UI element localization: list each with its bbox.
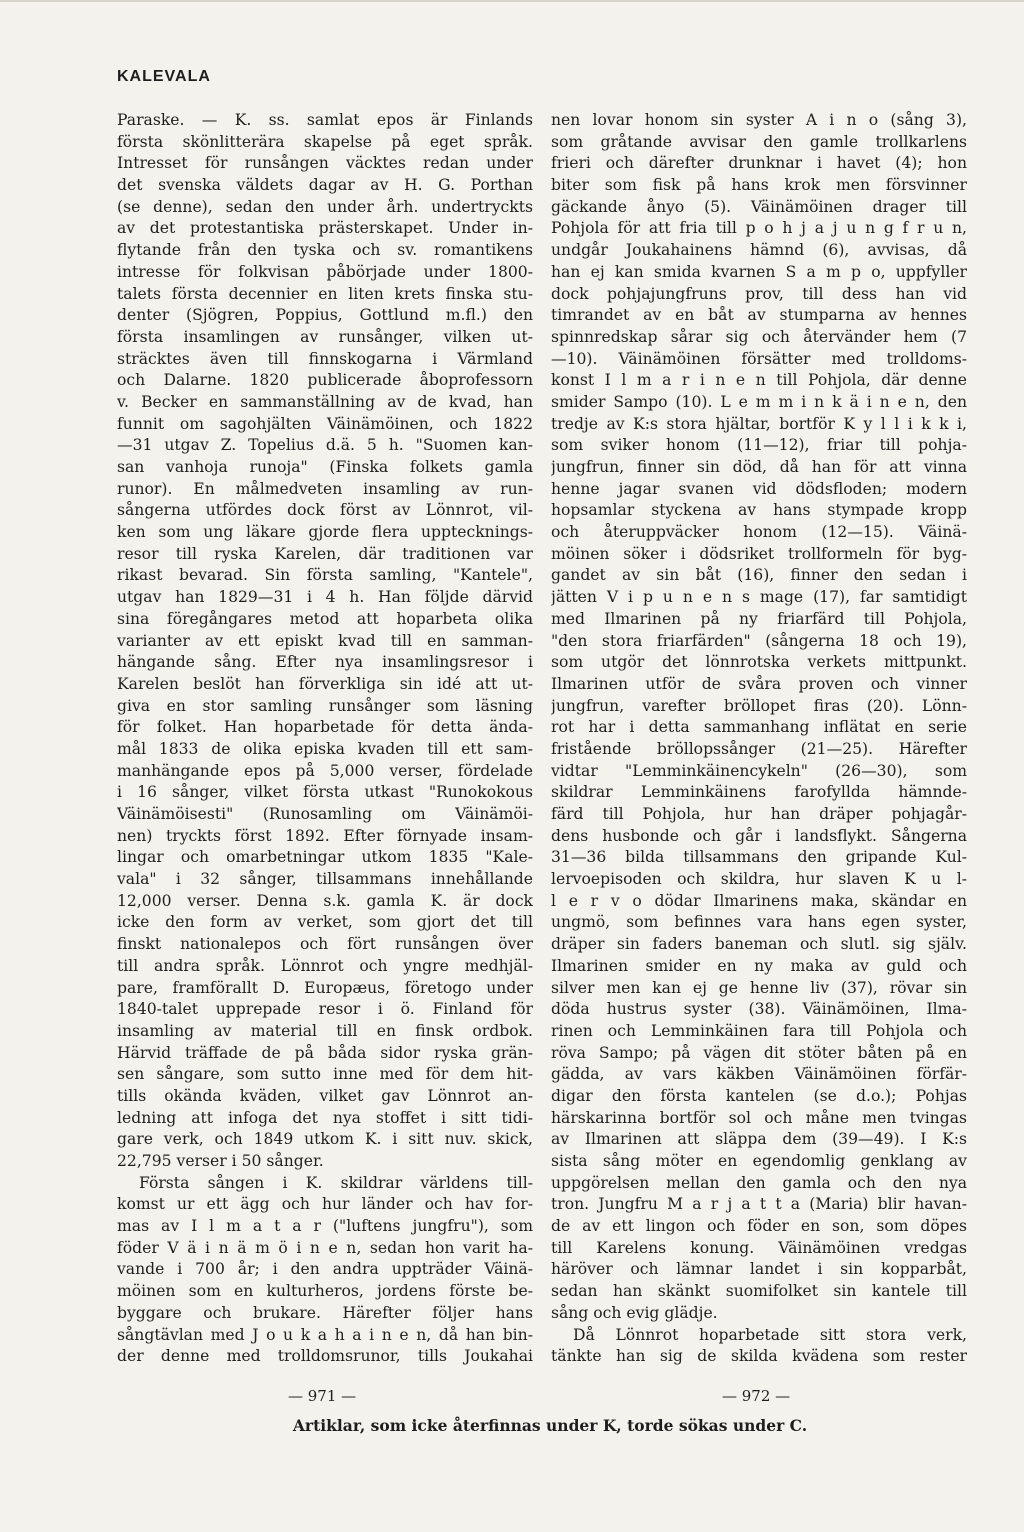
text-line: uppgörelsen mellan den gamla och den nya <box>551 1173 967 1192</box>
text-line: runor). En målmedveten insamling av run- <box>117 479 533 498</box>
text-line: dräper sin faders baneman och slutl. sig själv. <box>551 935 967 954</box>
page-top-edge <box>0 0 1024 2</box>
text-line: sina föregångares metod att hoparbeta olika <box>117 609 533 628</box>
text-line: undgår Joukahainens hämnd (6), avvisas, då <box>551 241 967 260</box>
text-line: vande i 700 år; i den andra uppträder Väinä- <box>117 1260 533 1279</box>
text-line: —31 utgav Z. Topelius d.ä. 5 h. "Suomen kan- <box>117 436 533 455</box>
text-line: byggare och brukare. Härefter följer hans <box>117 1303 533 1322</box>
text-line: nen) tryckts först 1892. Efter förnyade insam- <box>117 826 533 845</box>
text-line: häröver och lämnar landet i sin kopparbåt, <box>551 1260 967 1279</box>
text-line: jätten V i p u n e n s mage (17), far samtidigt <box>551 588 967 607</box>
text-line: insamling av material till en finsk ordbok. <box>117 1021 533 1040</box>
text-line: gandet av sin båt (16), finner den sedan i <box>551 566 967 585</box>
text-line: gäckande ånyo (5). Väinämöinen drager till <box>551 197 967 216</box>
text-line: resor till ryska Karelen, där traditionen var <box>117 544 533 563</box>
text-line: smider Sampo (10). L e m m i n k ä i n e n, den <box>551 392 967 411</box>
right-column <box>551 110 967 1368</box>
text-line: biter som fisk på hans krok men försvinner <box>551 176 967 195</box>
text-line: första insamlingen av runsånger, vilken ut- <box>117 327 533 346</box>
text-line: silver men kan ej ge henne liv (37), rövar sin <box>551 978 967 997</box>
text-line: varianter av ett episkt kvad till en samman- <box>117 631 533 650</box>
text-line: rikast bevarad. Sin första samling, "Kantele", <box>117 566 533 585</box>
text-line: ledning att infoga det nya stoffet i sitt tidi- <box>117 1108 533 1127</box>
text-line: tänkte han sig de skilda kvädena som rester <box>551 1347 967 1366</box>
text-line: föder V ä i n ä m ö i n e n, sedan hon varit ha- <box>117 1238 533 1257</box>
text-line: 31—36 bilda tillsammans den gripande Kul- <box>551 848 967 867</box>
text-line: tills okända kväden, vilket gav Lönnrot an- <box>117 1086 533 1105</box>
text-line: utgav han 1829—31 i 4 h. Han följde därvid <box>117 588 533 607</box>
text-line: färd till Pohjola, hur han dräper pohjagår- <box>551 805 967 823</box>
footer-note: Artiklar, som icke återfinnas under K, torde sökas under C. <box>292 1416 808 1435</box>
text-line: sen sångare, som sutto inne med för dem hit- <box>117 1065 533 1084</box>
text-line: av det protestantiska prästerskapet. Under in- <box>117 219 533 238</box>
text-line: Paraske. — K. ss. samlat epos är Finlands <box>117 111 533 129</box>
text-line: Väinämöisesti" (Runosamling om Väinämöi- <box>117 805 533 823</box>
text-line: gare verk, och 1849 utkom K. i sitt nuv. skick, <box>117 1130 533 1149</box>
text-line: skildrar Lemminkäinens farofyllda hämnde- <box>551 783 967 802</box>
text-line: konst I l m a r i n e n till Pohjola, där denne <box>551 371 967 390</box>
text-line: han ej kan smida kvarnen S a m p o, uppfyller <box>551 262 967 281</box>
text-line: fristående bröllopssånger (21—25). Härefter <box>551 739 967 758</box>
text-line: sedan han skänkt suomifolket sin kantele till <box>551 1282 967 1301</box>
text-line: finskt nationalepos och fört runsången över <box>117 935 533 954</box>
text-line: 1840-talet upprepade resor i ö. Finland för <box>117 1000 533 1019</box>
text-line: talets första decennier en liten krets finska stu- <box>117 284 533 303</box>
text-line: Intresset för runsången väcktes redan under <box>117 154 533 173</box>
text-line: frieri och därefter drunknar i havet (4); hon <box>551 154 967 173</box>
text-line: rinen och Lemminkäinen fara till Pohjola och <box>551 1021 967 1040</box>
text-line: som gråtande avvisar den gamle trollkarlens <box>551 132 967 151</box>
text-line: henne jagar svanen vid dödsfloden; modern <box>551 479 967 498</box>
text-line: manhängande epos på 5,000 verser, fördelade <box>117 761 533 780</box>
text-line: giva en stor samling runsånger som läsning <box>117 696 533 715</box>
text-line: gädda, av vars käkben Väinämöinen förfär- <box>551 1065 967 1084</box>
text-line: 12,000 verser. Denna s.k. gamla K. är dock <box>117 891 533 910</box>
text-line: sångerna utfördes dock först av Lönnrot, vil- <box>117 501 533 520</box>
text-line: timrandet av en båt av stumparna av hennes <box>551 306 967 325</box>
text-line: Ilmarinen smider en ny maka av guld och <box>551 956 967 975</box>
text-line: jungfrun, finner sin död, då han för att vinna <box>551 458 967 476</box>
text-line: döda hustrus syster (38). Väinämöinen, Ilma- <box>551 1000 967 1019</box>
text-line: digar den första kantelen (se d.o.); Pohjas <box>551 1086 967 1105</box>
text-line: icke den form av verket, som gjort det till <box>117 913 533 932</box>
text-line: rot har i detta sammanhang inflätat en serie <box>551 718 967 737</box>
text-line: Härvid träffade de på båda sidor ryska grän- <box>117 1043 533 1062</box>
text-line: spinnredskap sårar sig och återvänder hem (7 <box>551 327 967 346</box>
text-line: vidtar "Lemminkäinencykeln" (26—30), som <box>551 761 967 780</box>
text-line: som sviker honom (11—12), friar till pohja- <box>551 436 967 455</box>
text-line: jungfrun, varefter bröllopet firas (20). Lönn- <box>551 696 967 715</box>
text-line: pare, framförallt D. Europæus, företogo under <box>117 978 533 997</box>
text-line: och återuppväcker honom (12—15). Väinä- <box>551 523 967 542</box>
text-line: till Karelens konung. Väinämöinen vredgas <box>551 1238 967 1257</box>
text-line: i 16 sånger, vilket första utkast "Runokokous <box>117 783 533 802</box>
text-line: —10). Väinämöinen försätter med trolldoms- <box>551 349 967 368</box>
text-line: Karelen beslöt han förverkliga sin idé att ut- <box>117 674 533 693</box>
text-line: denter (Sjögren, Poppius, Gottlund m.fl.) den <box>117 306 533 325</box>
text-line: 22,795 verser i 50 sånger. <box>117 1152 324 1170</box>
text-line: l e r v o dödar Ilmarinens maka, skändar en <box>551 891 967 910</box>
text-line: sträcktes även till finnskogarna i Värmland <box>117 349 533 368</box>
text-line: av Ilmarinen att släppa dem (39—49). I K:s <box>551 1130 967 1149</box>
text-line: san vanhoja runoja" (Finska folkets gamla <box>117 458 533 476</box>
text-line: sista sång möter en egendomlig genklang av <box>551 1152 967 1170</box>
text-line: Ilmarinen utför de svåra proven och vinner <box>551 674 967 693</box>
text-line: komst ur ett ägg och hur länder och hav for- <box>117 1195 533 1214</box>
text-line: för folket. Han hoparbetade för detta ända- <box>117 718 533 737</box>
text-line: hängande sång. Efter nya insamlingsresor i <box>117 653 533 672</box>
text-line: sång och evig glädje. <box>551 1303 718 1322</box>
text-line: Första sången i K. skildrar världens till- <box>139 1173 533 1192</box>
text-line: röva Sampo; på vägen dit stöter båten på en <box>551 1043 967 1062</box>
text-line: "den stora friarfärden" (sångerna 18 och 19), <box>551 631 967 650</box>
text-line: hopsamlar styckena av hans stympade kropp <box>551 501 967 520</box>
text-line: intresse för folkvisan påbörjade under 1800- <box>117 262 533 281</box>
text-line: ungmö, som befinnes vara hans egen syster, <box>551 913 967 932</box>
text-line: de av ett lingon och föder en son, som döpes <box>551 1217 967 1236</box>
text-line: flytande från den tyska och sv. romantikens <box>117 241 533 260</box>
text-line: vala" i 32 sånger, tillsammans innehållande <box>117 870 533 889</box>
text-line: som utgör det lönnrotska verkets mittpunkt. <box>551 653 967 672</box>
text-line: funnit om sagohjälten Väinämöinen, och 1822 <box>117 414 533 433</box>
left-column <box>117 110 533 1368</box>
text-line: lervoepisoden och skildra, hur slaven K u l- <box>551 870 967 889</box>
text-line: der denne med trolldomsrunor, tills Joukahai <box>117 1347 533 1366</box>
right-page-number: — 972 — <box>722 1387 791 1405</box>
text-line: dens husbonde och går i landsflykt. Sångerna <box>551 826 967 845</box>
text-line: Pohjola för att fria till p o h j a j u n g f r u n, <box>551 219 967 238</box>
text-line: (se denne), sedan den under årh. undertryckts <box>117 197 533 216</box>
text-line: möinen som en kulturheros, jordens förste be- <box>117 1282 533 1301</box>
text-line: det svenska väldets dagar av H. G. Porthan <box>117 176 533 195</box>
text-line: dock pohjajungfruns prov, till dess han vid <box>551 284 967 303</box>
text-line: Då Lönnrot hoparbetade sitt stora verk, <box>573 1325 967 1344</box>
text-line: med Ilmarinen på ny friarfärd till Pohjola, <box>551 609 967 628</box>
text-line: sångtävlan med J o u k a h a i n e n, då han bin- <box>117 1325 533 1344</box>
text-line: lingar och omarbetningar utkom 1835 "Kale- <box>117 848 533 867</box>
text-line: till andra språk. Lönnrot och yngre medhjäl- <box>117 956 533 975</box>
text-line: mas av I l m a t a r ("luftens jungfru"), som <box>117 1217 533 1236</box>
running-header: KALEVALA <box>117 68 211 85</box>
text-line: första skönlitterära skapelse på eget språk. <box>117 132 533 151</box>
text-line: möinen söker i dödsriket trollformeln för byg- <box>551 544 967 563</box>
left-page-number: — 971 — <box>288 1387 357 1405</box>
text-line: v. Becker en sammanställning av de kvad, han <box>117 392 533 411</box>
text-line: härskarinna bortför sol och måne men tvingas <box>551 1108 967 1127</box>
text-line: mål 1833 de olika episka kvaden till ett sam- <box>117 739 533 758</box>
text-line: tron. Jungfru M a r j a t t a (Maria) blir havan- <box>551 1195 967 1214</box>
text-line: tredje av K:s stora hjältar, bortför K y l l i k k i, <box>551 414 967 433</box>
text-line: nen lovar honom sin syster A i n o (sång 3), <box>551 111 967 129</box>
text-line: och Dalarne. 1820 publicerade åboprofessorn <box>117 371 533 390</box>
text-line: ken som ung läkare gjorde flera upptecknings- <box>117 523 533 542</box>
